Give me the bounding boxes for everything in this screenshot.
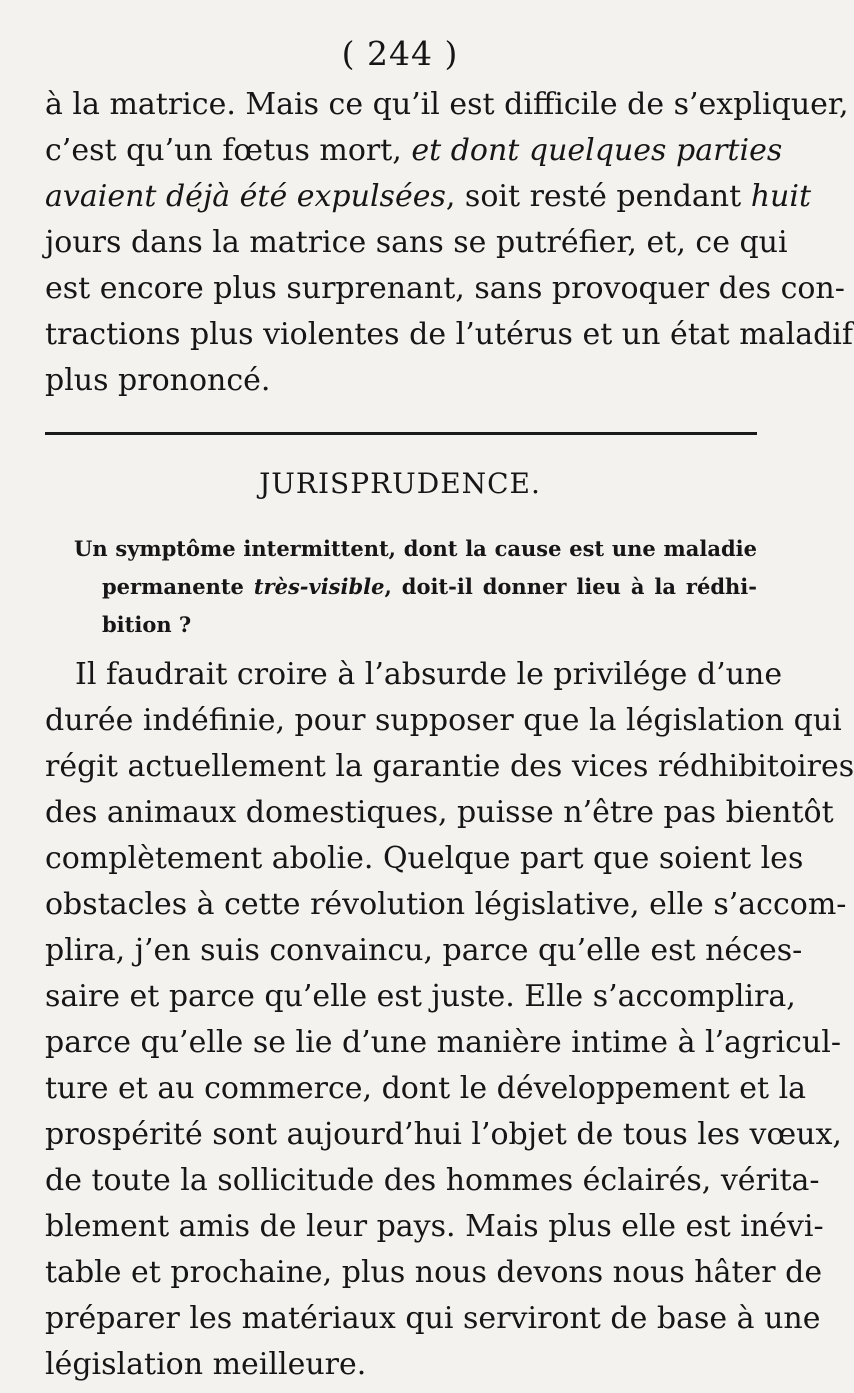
text-run: plus prononcé. xyxy=(45,363,271,398)
text-line xyxy=(45,698,842,744)
text-run: bition ? xyxy=(102,612,192,637)
text-line xyxy=(45,744,854,790)
text-line xyxy=(45,652,783,698)
text-line xyxy=(74,530,757,568)
text-run: des animaux domestiques, puisse n’être pas bientôt xyxy=(45,795,834,830)
text-run: prospérité sont aujourd’hui l’objet de tous les vœux, xyxy=(45,1117,842,1152)
text-line xyxy=(45,1158,820,1204)
text-line xyxy=(45,82,849,128)
text-run: jours dans la matrice sans se putréfier, et, ce qui xyxy=(45,225,788,260)
text-run: plira, j’en suis convaincu, parce qu’elle est néces- xyxy=(45,933,803,968)
text-line xyxy=(45,1020,842,1066)
text-line xyxy=(45,1342,757,1388)
text-line xyxy=(45,174,811,220)
text-line xyxy=(45,790,834,836)
text-run: à la matrice. Mais ce qu’il est difficile de s’expliquer, xyxy=(45,87,849,122)
text-run: saire et parce qu’elle est juste. Elle s’accomplira, xyxy=(45,979,796,1014)
italic-text: et dont quelques parties xyxy=(411,133,783,168)
text-line xyxy=(45,836,804,882)
text-line xyxy=(45,882,847,928)
text-line xyxy=(45,1066,807,1112)
text-run: de toute la sollicitude des hommes éclairés, vérita- xyxy=(45,1163,820,1198)
text-run: régit actuellement la garantie des vices rédhibitoires xyxy=(45,749,854,784)
text-run: c’est qu’un fœtus mort, xyxy=(45,133,412,168)
text-run: , doit-il donner lieu à la rédhi- xyxy=(384,574,757,599)
text-run: obstacles à cette révolution législative, elle s’accom- xyxy=(45,887,847,922)
italic-text: très-visible xyxy=(253,574,385,599)
text-run: Il faudrait croire à l’absurde le privilége d’une xyxy=(75,657,783,692)
intro-paragraph xyxy=(45,82,853,404)
text-line xyxy=(45,1296,821,1342)
text-line xyxy=(45,928,803,974)
text-run: préparer les matériaux qui serviront de base à une xyxy=(45,1301,821,1336)
text-line xyxy=(45,358,757,404)
body-paragraph xyxy=(45,652,854,1388)
text-run: législation meilleure. xyxy=(45,1347,367,1382)
text-run: , soit resté pendant xyxy=(445,179,751,214)
text-run: table et prochaine, plus nous devons nous hâter de xyxy=(45,1255,823,1290)
page-number: ( 244 ) xyxy=(341,34,459,73)
text-line xyxy=(45,974,796,1020)
section-divider xyxy=(45,432,757,435)
text-line xyxy=(45,220,788,266)
text-run: ture et au commerce, dont le développement et la xyxy=(45,1071,807,1106)
text-run: parce qu’elle se lie d’une manière intime à l’agricul- xyxy=(45,1025,842,1060)
text-run: Un symptôme intermittent, dont la cause est une maladie xyxy=(74,536,757,561)
text-line xyxy=(74,606,757,644)
text-line xyxy=(74,568,757,606)
text-line xyxy=(45,1112,842,1158)
italic-text: avaient déjà été expulsées xyxy=(45,179,446,214)
text-run: tractions plus violentes de l’utérus et un état maladif xyxy=(45,317,853,352)
text-line xyxy=(45,1250,823,1296)
section-title: JURISPRUDENCE. xyxy=(259,467,541,500)
case-question xyxy=(74,530,757,644)
text-run: durée indéfinie, pour supposer que la législation qui xyxy=(45,703,842,738)
text-run: permanente xyxy=(102,574,254,599)
text-run: complètement abolie. Quelque part que soient les xyxy=(45,841,804,876)
text-line xyxy=(45,266,845,312)
text-run: est encore plus surprenant, sans provoquer des con- xyxy=(45,271,845,306)
text-line xyxy=(45,312,853,358)
text-line xyxy=(45,128,783,174)
italic-text: huit xyxy=(750,179,811,214)
text-line xyxy=(45,1204,824,1250)
text-run: blement amis de leur pays. Mais plus elle est inévi- xyxy=(45,1209,824,1244)
